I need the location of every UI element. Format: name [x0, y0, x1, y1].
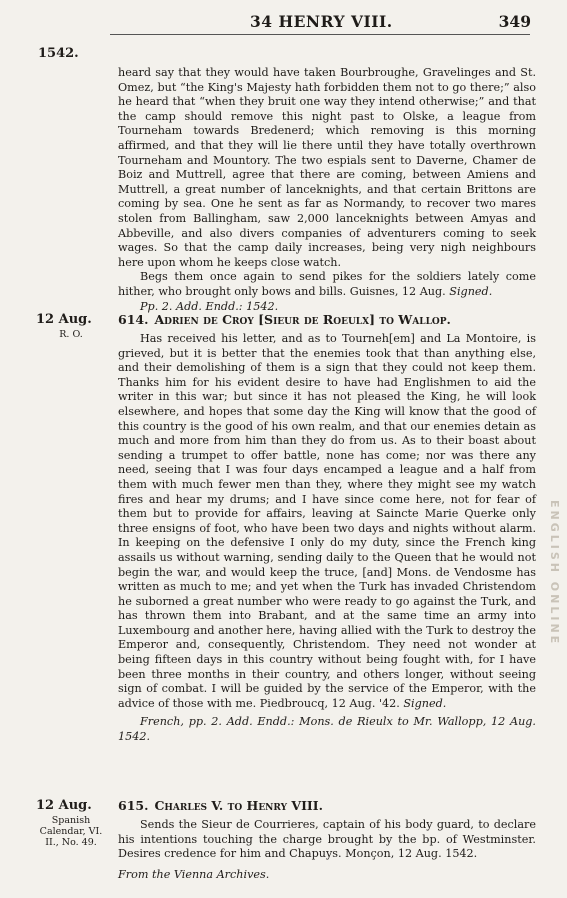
entry-614-body	[118, 332, 536, 745]
entry-615-number: 615.	[118, 798, 149, 813]
entry-615-date: 12 Aug.	[36, 798, 92, 813]
entry-614-meta-text: French, pp. 2. Add. Endd.: Mons. de Rieulx to Mr. Wallopp, 12 Aug. 1542.	[118, 715, 536, 744]
entry-614-text: Has received his letter, and as to Tourneh[em] and La Montoire, is grieved, but it is better that the enemies took that than anything else, and their demolishing of them is a sign that they could not keep them. Thanks him for his evident desire to have had Englishmen to aid the writer in this war; but since it has not pleased the King, he will look elsewhere, and hopes that some day the King will know that the good of this country is the good of his own realm, and that our enemies detain as much and more from him than they do from us. As to their boast about sending a trumpet to offer battle, none has come; nor was there any need, seeing that I was four days encamped a league and a half from them with much fewer men than they, where they might see my watch fires and hear my drums; and I have since come here, not for fear of them but to provide for affairs, leaving at Saincte Marie Querke only three ensigns of foot, who have been two days and nights without alarm. In keeping on the defensive I only do my duty, since the French king assails us without warning, sending daily to the Queen that he would not begin the war, and would keep the truce, [and] Mons. de Vendosme has written as much to me; and yet when the Turk has invaded Christendom he suborned a great number who were ready to go against the Turk, and has thrown them into Brabant, and at the same time an army into Luxembourg and another here, having allied with the Turk to destroy the Emperor and, consequently, Christendom. They need not wonder at being fifteen days in this country without being fought with, for I have been three months in their country, and others longer, without seeing sign of combat. I will be guided by the service of the Emperor, with the advice of those with me. Piedbroucq, 12 Aug. '42.	[118, 332, 536, 710]
entry-614-signed: Signed.	[403, 696, 447, 710]
continuation-para2	[118, 270, 536, 299]
watermark-stamp: ENGLISH ONLINE	[548, 500, 561, 647]
continuation-para2-text: Begs them once again to send pikes for the soldiers lately come hither, who brought only bows and bills. Guisnes, 12 Aug.	[118, 270, 536, 298]
entry-614-number: 614.	[118, 312, 149, 327]
entry-615-text: Sends the Sieur de Courrieres, captain of his body guard, to declare his intentions touching the charge brought by the bp. of Westminster. Desires credence for him and Chapuys. Monçon, 12 Aug. 1542.	[118, 818, 536, 861]
continuation-block	[118, 66, 536, 314]
entry-615-heading: Charles V. to Henry VIII.	[154, 798, 323, 813]
margin-year: 1542.	[38, 46, 79, 61]
entry-615-body	[118, 818, 536, 882]
entry-615-source: Spanish Calendar, VI. II., No. 49.	[39, 815, 103, 848]
entry-615-meta-text: From the Vienna Archives.	[118, 867, 270, 881]
entry-614-meta	[118, 715, 536, 744]
continuation-meta-text: Pp. 2. Add. Endd.: 1542.	[140, 299, 279, 313]
page-number: 349	[498, 12, 531, 31]
entry-614-heading-line	[118, 312, 451, 327]
continuation-signed: Signed.	[449, 284, 493, 298]
entry-614-source: R. O.	[59, 329, 83, 340]
running-title: 34 HENRY VIII.	[250, 12, 393, 31]
entry-614-date: 12 Aug.	[36, 312, 92, 327]
continuation-text: heard say that they would have taken Bourbroughe, Gravelinges and St. Omez, but “the King's Majesty hath forbidden them not to go there;” also he heard that “when they bruit one way they intend otherwise;” and that the camp should remove this night past to Olske, a league from Tourneham towards Bredenerd; which removing is this morning affirmed, and that they will lie there until they have totally overthrown Tourneham and Mountory. The two espials sent to Daverne, Chamer de Boiz and Muttrell, agree that there are coming, between Amiens and Muttrell, a great number of lanceknights, and that certain Brittons are coming by sea. One he sent as far as Normandy, to recover two mares stolen from Ballingham, saw 2,000 lanceknights between Amyas and Abbeville, and also divers companies of adventurers coming to seek wages. So that the camp daily increases, being very nigh neighbours here upon whom he keeps close watch.	[118, 66, 536, 269]
entry-615-meta	[118, 868, 536, 883]
entry-614-heading: Adrien de Croy [Sieur de Roeulx] to Wallop.	[154, 312, 451, 327]
header-rule	[110, 34, 530, 35]
entry-615-heading-line	[118, 798, 323, 813]
entry-614-paragraph	[118, 332, 536, 711]
